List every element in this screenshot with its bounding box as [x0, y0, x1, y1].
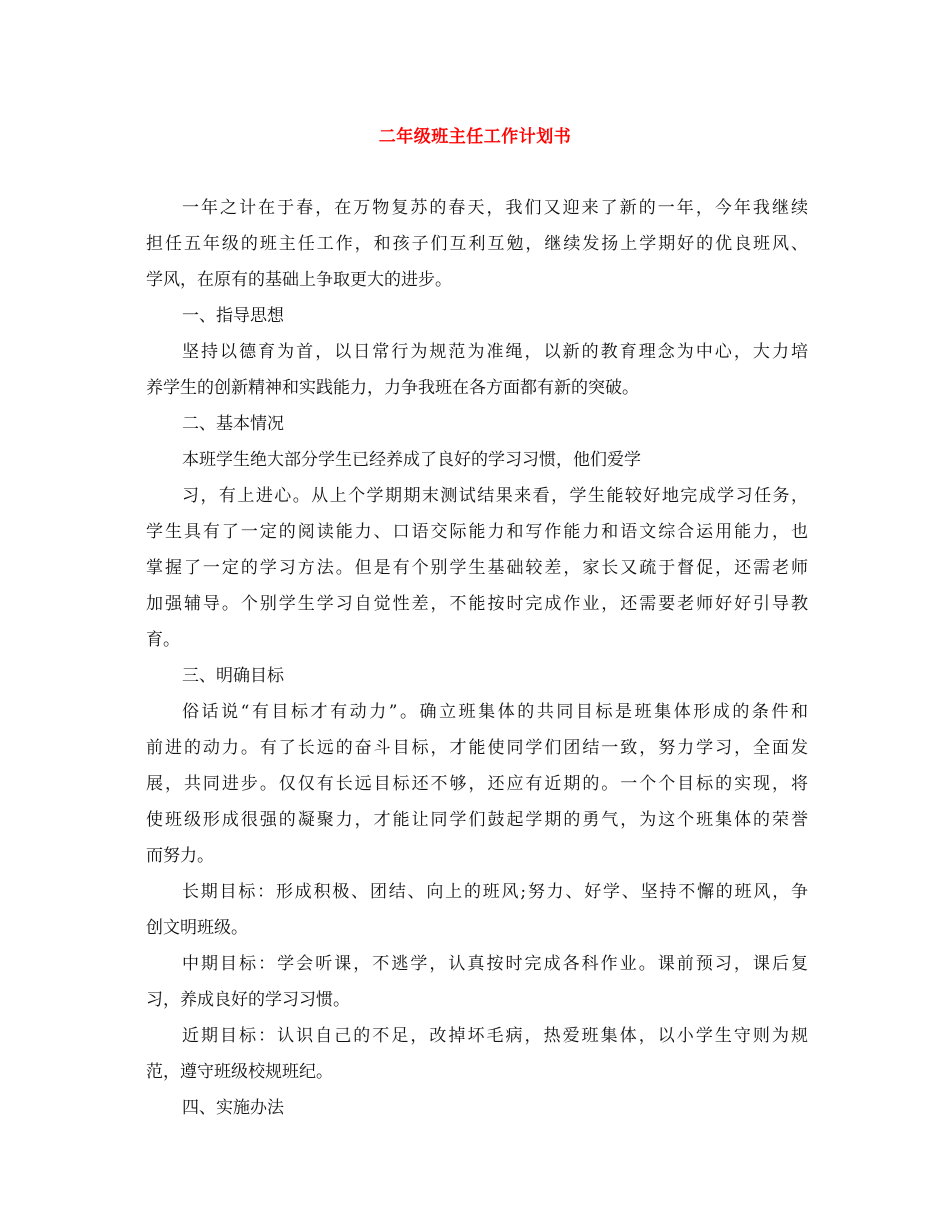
paragraph-line: 使班级形成很强的凝聚力，才能让同学们鼓起学期的勇气，为这个班集体的荣誉	[146, 810, 808, 830]
section-heading: 一、指导思想	[182, 306, 284, 326]
document-title: 二年级班主任工作计划书	[378, 127, 572, 147]
paragraph-line: 创文明班级。	[146, 918, 248, 938]
section-heading: 四、实施办法	[182, 1098, 284, 1118]
paragraph-line: 前进的动力。有了长远的奋斗目标，才能使同学们团结一致，努力学习，全面发	[146, 738, 808, 758]
paragraph-line: 育。	[146, 630, 180, 650]
paragraph-line: 习，养成良好的学习习惯。	[146, 990, 350, 1010]
paragraph-line: 俗话说“有目标才有动力”。确立班集体的共同目标是班集体形成的条件和	[182, 702, 808, 722]
section-heading: 二、基本情况	[182, 414, 284, 434]
paragraph-line: 而努力。	[146, 846, 214, 866]
paragraph-line: 范，遵守班级校规班纪。	[146, 1062, 333, 1082]
paragraph-line: 一年之计在于春，在万物复苏的春天，我们又迎来了新的一年，今年我继续	[182, 198, 808, 218]
paragraph-line: 中期目标：学会听课，不逃学，认真按时完成各科作业。课前预习，课后复	[182, 954, 808, 974]
paragraph-line: 近期目标：认识自己的不足，改掉坏毛病，热爱班集体，以小学生守则为规	[182, 1026, 808, 1046]
paragraph-line: 长期目标：形成积极、团结、向上的班风;努力、好学、坚持不懈的班风，争	[182, 882, 808, 902]
paragraph-line: 本班学生绝大部分学生已经养成了良好的学习习惯，他们爱学	[182, 450, 641, 470]
paragraph-line: 加强辅导。个别学生学习自觉性差，不能按时完成作业，还需要老师好好引导教	[146, 594, 808, 614]
paragraph-line: 担任五年级的班主任工作，和孩子们互利互勉，继续发扬上学期好的优良班风、	[146, 234, 808, 254]
paragraph-line: 掌握了一定的学习方法。但是有个别学生基础较差，家长又疏于督促，还需老师	[146, 558, 808, 578]
paragraph-line: 学风，在原有的基础上争取更大的进步。	[146, 270, 452, 290]
paragraph-line: 养学生的创新精神和实践能力，力争我班在各方面都有新的突破。	[146, 378, 639, 398]
paragraph-line: 学生具有了一定的阅读能力、口语交际能力和写作能力和语文综合运用能力，也	[146, 522, 808, 542]
section-heading: 三、明确目标	[182, 666, 284, 686]
paragraph-line: 展，共同进步。仅仅有长远目标还不够，还应有近期的。一个个目标的实现，将	[146, 774, 808, 794]
paragraph-line: 习，有上进心。从上个学期期末测试结果来看，学生能较好地完成学习任务，	[182, 486, 808, 506]
paragraph-line: 坚持以德育为首，以日常行为规范为准绳，以新的教育理念为中心，大力培	[182, 342, 808, 362]
